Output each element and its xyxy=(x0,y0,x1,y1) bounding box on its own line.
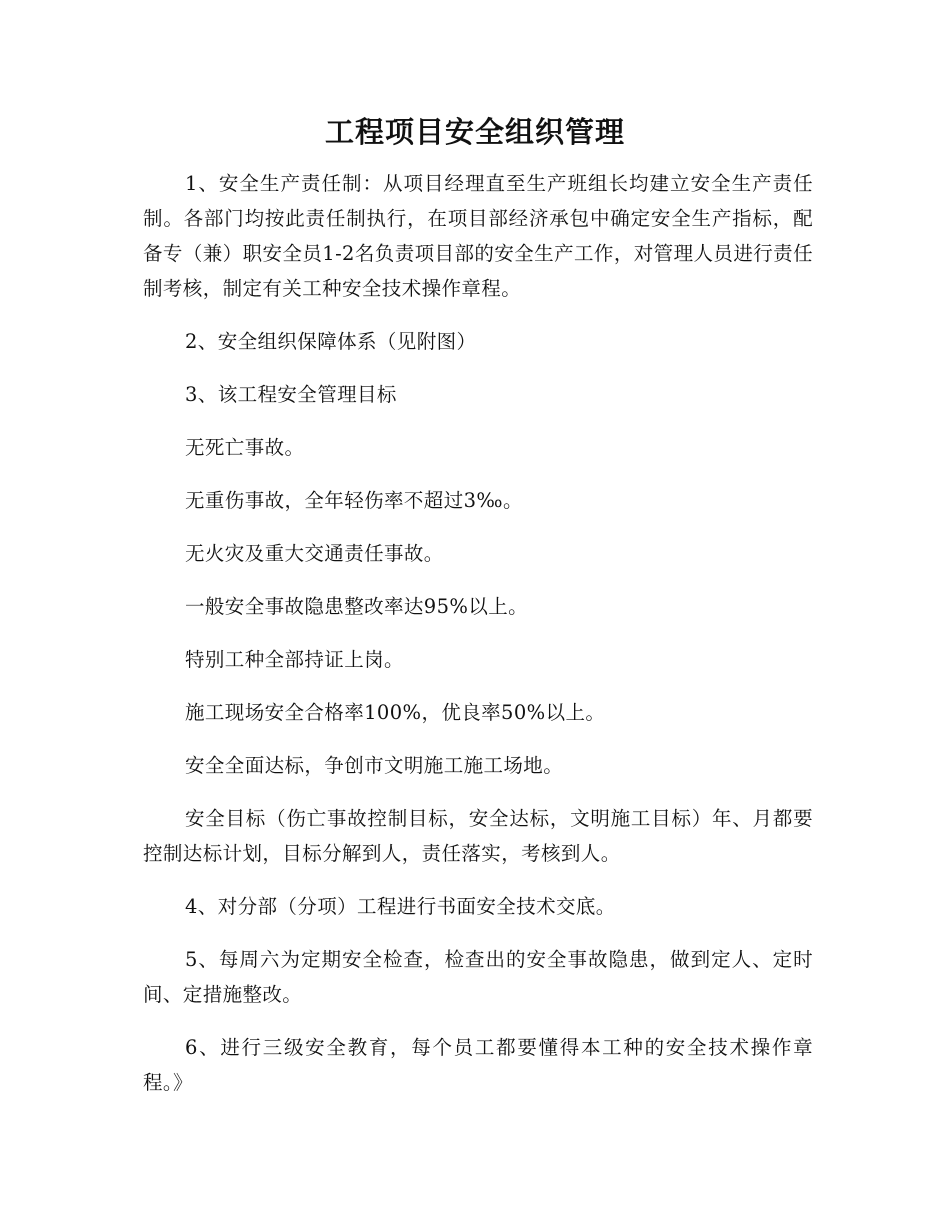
paragraph-5: 无重伤事故，全年轻伤率不超过3‰。 xyxy=(185,489,523,512)
paragraph-8: 特别工种全部持证上岗。 xyxy=(185,648,404,671)
paragraph-12: 4、对分部（分项）工程进行书面安全技术交底。 xyxy=(185,895,616,918)
paragraph-3: 3、该工程安全管理目标 xyxy=(185,383,397,406)
paragraph-13: 5、每周六为定期安全检查，检查出的安全事故隐患，做到定人、定时间、定措施整改。 xyxy=(143,948,813,1006)
paragraph-14: 6、进行三级安全教育，每个员工都要懂得本工种的安全技术操作章程。》 xyxy=(143,1036,813,1094)
paragraph-2: 2、安全组织保障体系（见附图） xyxy=(185,330,477,353)
document-body xyxy=(143,166,813,1118)
paragraph-9: 施工现场安全合格率100%，优良率50%以上。 xyxy=(185,701,606,724)
paragraph-7: 一般安全事故隐患整改率达95%以上。 xyxy=(185,595,529,618)
paragraph-1: 1、安全生产责任制：从项目经理直至生产班组长均建立安全生产责任制。各部门均按此责任制执行，在项目部经济承包中确定安全生产指标，配备专（兼）职安全员1-2名负责项目部的安全生产工作，对管理人员进行责任制考核，制定有关工种安全技术操作章程。 xyxy=(143,172,813,300)
paragraph-10: 安全全面达标，争创市文明施工施工场地。 xyxy=(185,754,564,777)
document-title: 工程项目安全组织管理 xyxy=(324,115,625,149)
paragraph-6: 无火灾及重大交通责任事故。 xyxy=(185,542,444,565)
paragraph-11: 安全目标（伤亡事故控制目标，安全达标，文明施工目标）年、月都要控制达标计划，目标分解到人，责任落实，考核到人。 xyxy=(143,807,813,865)
paragraph-4: 无死亡事故。 xyxy=(185,436,305,459)
